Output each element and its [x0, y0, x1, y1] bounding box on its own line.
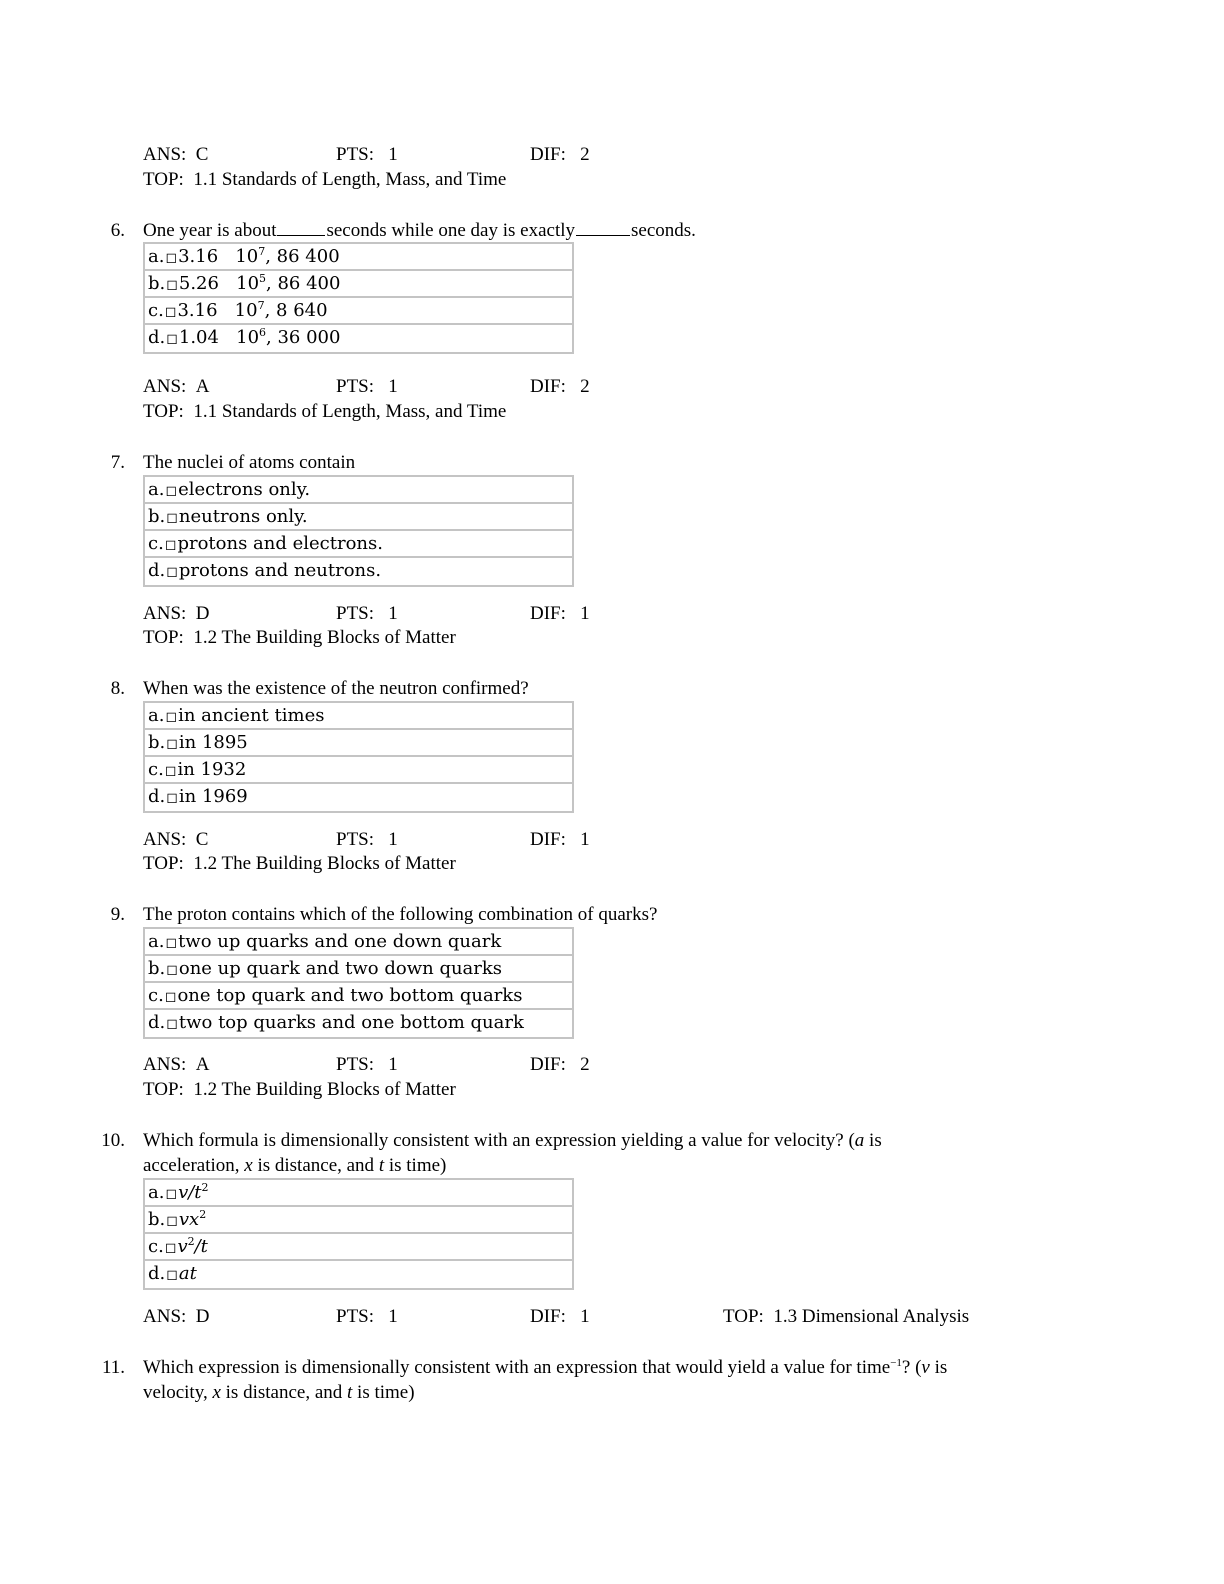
question-stem: One year is about seconds while one day is exactly seconds.	[143, 220, 696, 241]
prev-pts	[336, 143, 398, 167]
checkbox-icon: ◻	[166, 1213, 178, 1229]
question-number: 10.	[101, 1130, 125, 1151]
ans-line: ANS: A	[143, 376, 210, 397]
pts-line: PTS: 1	[336, 1306, 398, 1327]
dif-line: DIF: 2	[530, 1054, 590, 1075]
choice-d: d.◻1.04 $10^6$, 36 000	[148, 326, 341, 348]
question-number: 6.	[110, 220, 125, 241]
dif-line: DIF: 1	[530, 1306, 590, 1327]
choice-table	[143, 701, 574, 813]
checkbox-icon: ◻	[165, 483, 178, 499]
checkbox-icon: ◻	[166, 510, 178, 526]
choice-table	[143, 242, 574, 354]
dif-line: DIF: 2	[530, 376, 590, 397]
checkbox-icon: ◻	[164, 989, 177, 1005]
top-line: TOP: 1.3 Dimensional Analysis	[723, 1306, 970, 1327]
ans-value: D	[195, 1306, 210, 1327]
answer-blank	[576, 219, 630, 236]
ans-line: ANS: D	[143, 603, 210, 624]
choice-table	[143, 475, 574, 587]
choice-c: c.◻in 1932	[145, 757, 572, 784]
question-number: 9.	[110, 904, 125, 925]
question-stem-line-1: Which expression is dimensionally consistent with an expression that would yield a value for time$^{-1}$? (v is	[143, 1357, 948, 1378]
choice-a: $a.◻v/t^2$	[145, 1180, 572, 1207]
pts-line: PTS: 1	[336, 1054, 398, 1075]
pts-line: PTS: 1	[336, 829, 398, 850]
ans-value: C	[195, 144, 209, 165]
question-number: 8.	[110, 678, 125, 699]
choice-a: a.◻3.16 $10^7$, 86 400	[145, 244, 572, 271]
choice-b: b.◻5.26 $10^5$, 86 400	[145, 271, 572, 298]
top-line: TOP: 1.2 The Building Blocks of Matter	[143, 1079, 456, 1100]
ans-label: ANS:	[143, 144, 187, 165]
checkbox-icon: ◻	[164, 304, 177, 320]
checkbox-icon: ◻	[165, 1186, 178, 1202]
checkbox-icon: ◻	[165, 935, 178, 951]
question-stem-line-2: acceleration, x is distance, and t is time)	[143, 1155, 447, 1176]
top-label: TOP:	[143, 169, 184, 190]
ans-value: A	[195, 1054, 210, 1075]
checkbox-icon: ◻	[166, 736, 178, 752]
checkbox-icon: ◻	[166, 331, 178, 347]
ans-line: ANS: C	[143, 829, 209, 850]
dif-line: DIF: 1	[530, 829, 590, 850]
checkbox-icon: ◻	[165, 709, 178, 725]
choice-a: a.◻in ancient times	[145, 703, 572, 730]
checkbox-icon: ◻	[164, 763, 177, 779]
choice-a: a.◻two up quarks and one down quark	[145, 929, 572, 956]
question-number: 11.	[101, 1357, 125, 1378]
choice-b: $b.◻vx^2$	[145, 1207, 572, 1234]
choice-d: d.◻at	[148, 1263, 197, 1284]
pts-label: PTS:	[336, 144, 375, 165]
choice-c: c.◻protons and electrons.	[145, 531, 572, 558]
checkbox-icon: ◻	[166, 962, 178, 978]
top-line: TOP: 1.1 Standards of Length, Mass, and Time	[143, 401, 507, 422]
checkbox-icon: ◻	[165, 250, 178, 266]
prev-top	[143, 168, 506, 192]
ans-value: A	[195, 376, 210, 397]
choice-c: c.◻3.16 $10^7$, 8 640	[145, 298, 572, 325]
checkbox-icon: ◻	[164, 537, 177, 553]
question-stem-line-1: Which formula is dimensionally consistent with an expression yielding a value for velocity? (a is	[143, 1130, 882, 1151]
ans-value: C	[195, 829, 209, 850]
choice-table	[143, 1178, 574, 1290]
pts-line: PTS: 1	[336, 376, 398, 397]
question-stem-line-2: velocity, x is distance, and t is time)	[143, 1382, 415, 1403]
dif-label: DIF:	[530, 144, 566, 165]
choice-b: b.◻in 1895	[145, 730, 572, 757]
top-line: TOP: 1.2 The Building Blocks of Matter	[143, 627, 456, 648]
choice-d: d.◻two top quarks and one bottom quark	[148, 1012, 524, 1033]
choice-d: d.◻in 1969	[148, 786, 248, 807]
checkbox-icon: ◻	[166, 564, 178, 580]
dif-line: DIF: 1	[530, 603, 590, 624]
question-number: 7.	[110, 452, 125, 473]
top-value: 1.1 Standards of Length, Mass, and Time	[193, 169, 507, 190]
choice-c: c.◻one top quark and two bottom quarks	[145, 983, 572, 1010]
checkbox-icon: ◻	[166, 1016, 178, 1032]
pts-line: PTS: 1	[336, 603, 398, 624]
dif-value: 2	[580, 144, 590, 165]
question-stem: When was the existence of the neutron confirmed?	[143, 678, 529, 699]
checkbox-icon: ◻	[166, 790, 178, 806]
checkbox-icon: ◻	[164, 1240, 177, 1256]
choice-c: $c.◻v^2/t$	[145, 1234, 572, 1261]
checkbox-icon: ◻	[166, 1267, 178, 1283]
ans-line: ANS: A	[143, 1054, 210, 1075]
prev-dif	[530, 143, 590, 167]
choice-b: b.◻neutrons only.	[145, 504, 572, 531]
choice-b: b.◻one up quark and two down quarks	[145, 956, 572, 983]
choice-a: a.◻electrons only.	[145, 477, 572, 504]
answer-blank	[277, 219, 325, 236]
question-stem: The nuclei of atoms contain	[143, 452, 356, 473]
choice-table	[143, 927, 574, 1039]
checkbox-icon: ◻	[166, 277, 178, 293]
choice-d: d.◻protons and neutrons.	[148, 560, 382, 581]
ans-value: D	[195, 603, 210, 624]
prev-ans-line	[143, 143, 208, 167]
top-line: TOP: 1.2 The Building Blocks of Matter	[143, 853, 456, 874]
question-stem: The proton contains which of the following combination of quarks?	[143, 904, 658, 925]
pts-value: 1	[388, 144, 398, 165]
ans-line: ANS: D	[143, 1306, 210, 1327]
